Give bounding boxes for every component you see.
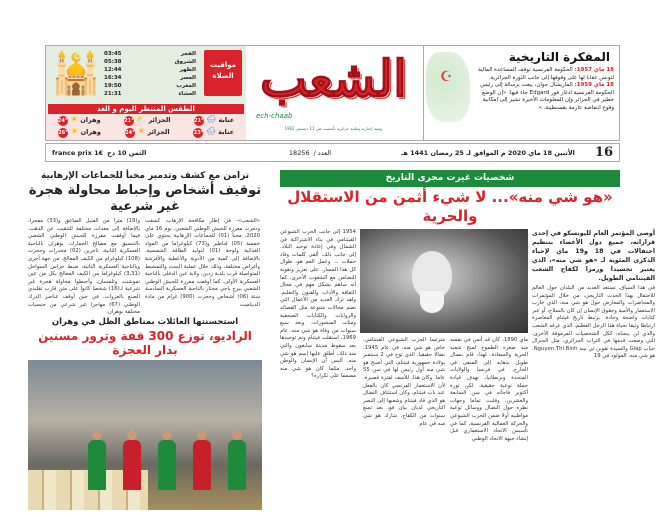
sun-icon: ☀: [69, 114, 78, 125]
memo-date-2: 18 ماي 1959:: [574, 82, 614, 88]
left-column-right: «الشعب»- في إطار مكافحة الإرهاب، كشفت ودمرت مفرزة للجيش الوطني الشعبي، يوم 16 ماي 2020، مخبأ (01) للجماعات الإرهابية يحتوي على خمسة (05) قناطير و(73) كيلوغراما من المواد الغذائية ولوحة (01) لتوليد الطاقة الشمسية، بالإضافة إلى كمية من الأدوية والأغطية والأفرشة وأغراض مختلفة، وذلك خلال عملية البحث والتمشيط المتواصلة قرب بلدية زدين، ولاية عين الدفلى بالناحية العسكرية الأولى. كما أوقفت مفرزة للجيش الوطني الشعبي ببرج باجي مختار بالناحية العسكرية السادسة ستة (06) أشخاص وحجزت (900) غرام من مادة الديناميت: [145, 218, 261, 308]
logo-latin: ech-chaab: [256, 112, 293, 120]
memo-text-2: الماريشال جوان، يبعث برسالة إلى رئيس الحكومة الفرنسية ادغار فور Edgard جاء فيها: «إن الوضع خطير في الجزائر وإن المعلومات الأخيرة تشير إلى امكانية وقوع انتفاضة عارمة بقسنطينة..»: [480, 82, 614, 111]
main-column-a: ماي 1890، كان قد أنس في نفسه منذ صغره الطموح لمنح شعبه الحرية والسعادة. لهذا، قام بنضال طويل بذهابه إلى المنفى في الخارج، في فرنسا والولايات المتحدة وبريطانيا، بهدف قيادة حملة توعية حقيقية. لكن ثورة أكتوبر فاجأته في سن السابعة والعشرين، وقلبت تماما وجهات نظره حول النضال ووسائل توعية مواطنيه أولا ضمن الحزب الشيوعي والحركة العمالية الفرنسية، كما في تأسيس الاتحاد الاستعماري قبل إنشاء جبهة الاتحاد الوطني: [450, 337, 528, 442]
prayer-time: 19:50: [104, 83, 122, 89]
crescent-star-icon: ☪: [440, 69, 453, 85]
prayer-time: 12:44: [104, 67, 122, 73]
price-france: france prix 1€: [52, 148, 104, 157]
prayer-list: [104, 50, 196, 98]
weather-temp: 24°: [125, 129, 135, 136]
weather-temp: 21°: [124, 117, 134, 124]
prayer-name: الظهر: [179, 67, 196, 73]
weather-row: [46, 126, 246, 138]
weather-city: [58, 115, 101, 126]
weather-rows: [46, 114, 246, 138]
prayer-time: 16:34: [104, 75, 122, 81]
main-right-body: في هذا السياق، تستعد العديد من البلدان حول العالم للاحتفال بهذا الحدث التاريخي، من خلال المؤتمرات والمحاضرات والمعارض حول هو شي منه، الذي حارب الاستعمار والأمية وحقوق الإنسان إن كان بالسلاح، أو عبر كتابات واضحة وحادة. يرتبط تاريخ فيتنام المعاصرة ارتباطا وثيقا بحياة هذا الرجل العظيم، الذي عرفه الشعب والذي لن ينساه، ككل الشخصيات المرموقة الأخرى، التي وضعت قدمها في التراب الجزائري، مثل الجنرال جياب Giap والسيدة نقوين ثي بينه Nguyen Thi Binh. هو شي منه، المولود في 19: [531, 285, 655, 360]
masthead: [45, 45, 620, 141]
cloud-sun-icon: ⛅: [136, 114, 147, 124]
prayer-label: مواقيت الصلاة: [204, 50, 242, 96]
prayer-time-row: [104, 90, 196, 98]
weather-temp: 23°: [193, 129, 204, 136]
prayer-name: العشاء: [178, 91, 196, 97]
issue-number: 18256: [288, 148, 310, 157]
weather-city-name: الجزائر: [148, 115, 171, 124]
historical-memo: [423, 46, 619, 140]
main-headline: «هو شي منه»... لا شيء أثمن من الاستقلال والحرية: [287, 188, 613, 225]
weather-temp: 26°: [58, 129, 68, 136]
weather-title: الطقس المنتظر اليوم و الغد: [48, 104, 244, 114]
left-headline: توقيف أشخاص وإحباط محاولة هجرة غير شرعية: [28, 183, 262, 214]
mosque-icon: 🕌: [51, 51, 101, 97]
issue-label: العدد /: [313, 148, 332, 157]
weather-temp: 21°: [194, 117, 204, 124]
logo-arabic: الشعب: [260, 49, 407, 108]
memo-date-1: 18 ماي 1957:: [574, 67, 614, 73]
ho-chi-minh-photo: [360, 229, 528, 333]
date-bar: [45, 143, 620, 162]
prayer-time-row: [104, 74, 196, 82]
prayer-times: [46, 46, 246, 104]
left-column-left: و(19) مترا من الفتيل الصاعق و(33) مفجرا، بالإضافة إلى معدات مختلفة للتنقيب عن الذهب، فيما أوقفت مفرزة للجيش الوطني الشعبي بالتنسيق مع مصالح الجمارك، بوهران بالناحية العسكرية الثانية، تاجرين (02) مخدرات وحجزت (108) كيلوغرام من الكيف المعالج. من جهة أخرى وبالناحية العسكرية الثانية، ضبط حراس السواحل (3,31) كيلوغراما من الكيف المعالج بكل من عين تموشنت وتلمسان، وأحبطوا محاولة هجرة غير شرعية لـ(16) شخصا كانوا على متن قارب تقليدي الصنع بالغزوات، في حين أوقف عناصر الدرك الوطني (67) مهاجرا غير شرعي من جنسيات مختلفة بوهران.: [28, 218, 141, 316]
sun-icon: ☀: [137, 126, 146, 137]
main-column-b: مترئسا الحزب الشيوعي الفيتنامي، خاض هو شي منه، في عام 1945، نضالا حقيقيا، الذي توج في 2 سبتمبر بولادة جمهورية فيتنام، التي أصبح هو شي منه أول رئيس لها في سن 55 عاما. وكان هذا، للأسف لفترة قصيرة، لأن الاستعمار الفرنسي كان بالفعل عند باب فيتنام، وكان استئناف النضال هو الذي قاد فيتنام وشعبها إلى النصر التاريخي لديان بيان فو، بعد تسع سنوات من الكفاح. شارك هو شي منه في عام: [363, 337, 445, 427]
prayer-name: العصر: [180, 75, 196, 81]
weather-city-name: عنابة: [218, 115, 235, 124]
prayer-time-row: [104, 82, 196, 90]
weather-city-name: وهران: [80, 127, 101, 136]
prayer-time: 21:31: [104, 91, 122, 97]
weather-temp: 24°: [57, 117, 68, 124]
memo-text-1: الحكومة الفرنسية توقف المساعدة المالية لتونس عقابا لها على وقوفها إلى جانب الثورة الجزائرية.: [478, 67, 614, 81]
newspaper-logo: [246, 48, 421, 138]
prayer-time: 05:38: [104, 59, 122, 65]
left-kicker: تزامن مع كشف وتدمير مخبأ للجماعات الإرهابية: [40, 171, 250, 181]
cloud-rain-icon: 🌧: [206, 114, 217, 124]
second-headline: الراديو، توزع 300 قفة وترور مسنين بدار العجزة: [38, 329, 252, 357]
prayer-time-row: [104, 58, 196, 66]
prayer-time-row: [104, 50, 196, 58]
prayer-name: الفجر: [180, 51, 196, 57]
second-kicker: استحسنتها العائلات بمناطق الظل في وهران: [51, 317, 239, 327]
weather-box: [46, 104, 246, 140]
memo-title: المفكرة التاريخية: [508, 50, 610, 64]
date: الأثنين 18 ماي 2020 م الموافق لـ 25 رمضان 1441 هـ: [401, 148, 575, 157]
main-right-column: [532, 229, 655, 512]
weather-city-name: الجزائر: [147, 127, 170, 136]
price: الثمن 10 دج: [107, 148, 147, 157]
main-column-c: 1954 إلى جانب الحزب الشيوعي الفيتنامي في بناء الاشتراكية في الشمال وفي إعادة توحيد البلاد. إلى جانب ذلك، ألقى كلمات وقاد حملات ... وعمل العم هو، طوال كل هذا المسار، على تعزيز وتقوية التضامن مع الشعوب الأخرى، كما أنه ساهم بشكل مهم في مجال الثقافة والآداب والفنون والتعليم. ولقد ترك العديد من الأعمال التي تضم مجالات متنوعة مثل القصائد والروايات والكتابات الصحفية ومئات المنشورات. وبعد سبع سنوات من وفاة هو شي منه، عام 1969، استقلت فيتنام وتم توحيدها بعد سقوط مدينة سايغون والتي منذ ذلك، أطلق عليها إسم هو شي منه. أليس أن الإنسان والوطن واحد، مثلما كان هو شي منه مصمما على تكراره؟: [280, 229, 356, 380]
prayer-time-row: [104, 66, 196, 74]
weather-city-name: وهران: [80, 115, 101, 124]
weather-city: [193, 127, 234, 138]
prayer-time: 03:45: [104, 51, 122, 57]
prayer-name: المغرب: [176, 83, 196, 89]
weather-row: [46, 114, 246, 126]
weather-city: [194, 115, 235, 126]
weather-city: [124, 115, 171, 126]
section-banner: شخصيات غيرت مجرى التاريخ: [280, 170, 620, 187]
prayer-name: الشروق: [174, 59, 196, 65]
logo-tagline: يومية إخبارية وطنية جزائرية تأسست في 11 ديسمبر 1962: [284, 126, 383, 131]
weather-city-name: عنابة: [218, 127, 235, 136]
cloud-rain-icon: 🌧: [205, 126, 216, 136]
algeria-map-image: [426, 52, 470, 122]
page-number: 16: [594, 145, 613, 160]
weather-city: [58, 127, 101, 138]
main-intro: أوصى المؤتمر العام لليونسكو في إحدى قراراته، جميع دول الأعضاء بتنظيم احتفالات في 18 و19 ماي لإحياء الذكرى المئوية لـ «هو شي منه»، الذي يعتبر تجسيدا ورمزا لكفاح الشعب الفيتنامي الطويل.: [532, 230, 655, 282]
sun-icon: ☀: [70, 126, 79, 137]
food-distribution-photo: [28, 360, 262, 510]
weather-city: [125, 127, 170, 138]
